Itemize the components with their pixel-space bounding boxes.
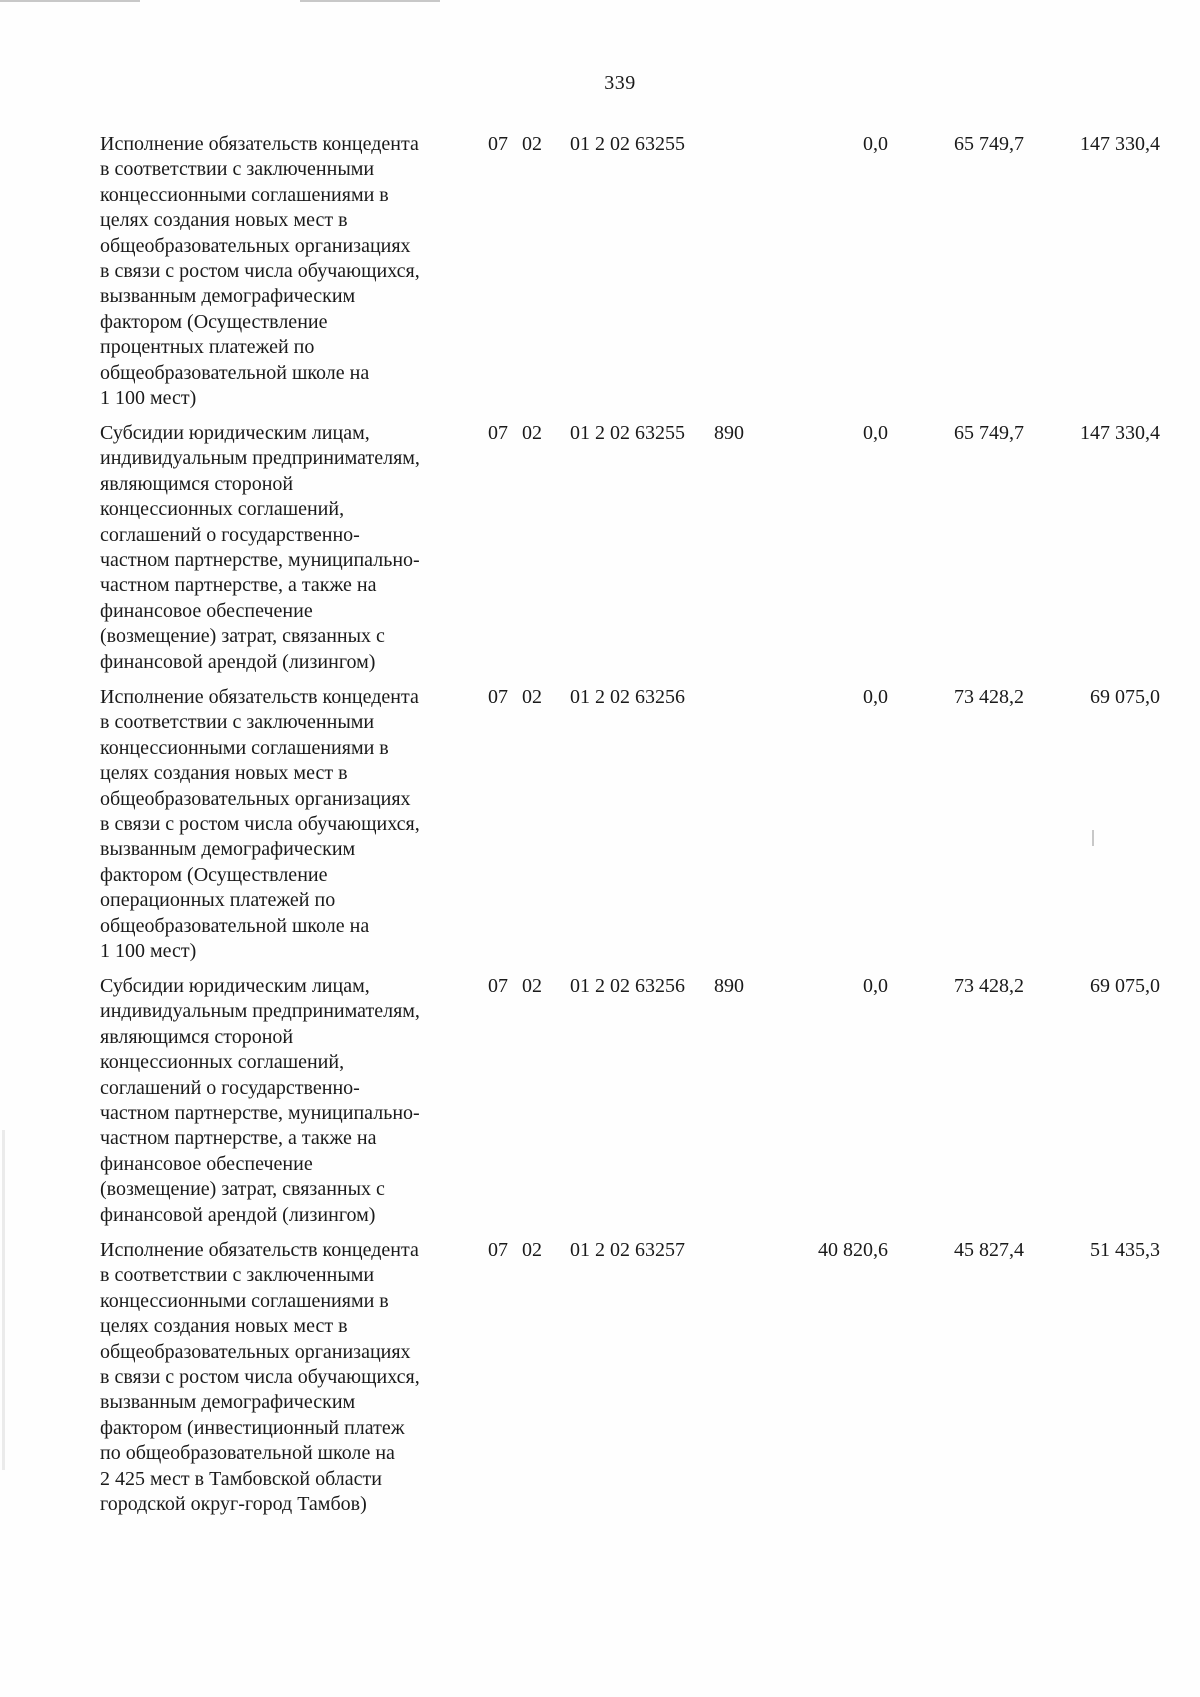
amount-year-2: 65 749,7 — [954, 133, 1024, 155]
amount-year-3: 69 075,0 — [1090, 975, 1160, 997]
target-article-code: 01 2 02 63256 — [570, 975, 685, 997]
row-description: Субсидии юридическим лицам, индивидуальным предпринимателям, являющимся стороной концессионных соглашений, соглашений о государственно- частном партнерстве, муниципально- частном партнерстве, а также на финансовое обеспечение (возмещение) затрат, связанных с финансовой арендой (лизингом) — [100, 422, 420, 673]
amount-year-1: 0,0 — [863, 133, 888, 155]
amount-year-2: 45 827,4 — [954, 1239, 1024, 1261]
target-article-code: 01 2 02 63255 — [570, 133, 685, 155]
scan-edge-artifact — [0, 0, 140, 2]
subsection-code: 02 — [522, 133, 542, 155]
row-description: Исполнение обязательств концедента в соответствии с заключенными концессионными соглашениями в целях создания новых мест в общеобразовательных организациях в связи с ростом числа обучающихся, вызванным демографическим фактором (Осуществление операционных платежей по общеобразовательной школе на 1 100 мест) — [100, 686, 420, 963]
amount-year-2: 73 428,2 — [954, 975, 1024, 997]
amount-year-2: 73 428,2 — [954, 686, 1024, 708]
section-code: 07 — [488, 133, 508, 155]
amount-year-1: 0,0 — [863, 422, 888, 444]
target-article-code: 01 2 02 63257 — [570, 1239, 685, 1261]
amount-year-3: 147 330,4 — [1080, 422, 1160, 444]
target-article-code: 01 2 02 63255 — [570, 422, 685, 444]
page-number: 339 — [604, 72, 636, 94]
section-code: 07 — [488, 1239, 508, 1261]
amount-year-3: 147 330,4 — [1080, 133, 1160, 155]
scan-edge-artifact — [300, 0, 440, 2]
section-code: 07 — [488, 686, 508, 708]
section-code: 07 — [488, 975, 508, 997]
row-description: Субсидии юридическим лицам, индивидуальным предпринимателям, являющимся стороной концессионных соглашений, соглашений о государственно- частном партнерстве, муниципально- частном партнерстве, а также на финансовое обеспечение (возмещение) затрат, связанных с финансовой арендой (лизингом) — [100, 975, 420, 1226]
section-code: 07 — [488, 422, 508, 444]
subsection-code: 02 — [522, 1239, 542, 1261]
row-description: Исполнение обязательств концедента в соответствии с заключенными концессионными соглашениями в целях создания новых мест в общеобразовательных организациях в связи с ростом числа обучающихся, вызванным демографическим фактором (Осуществление процентных платежей по общеобразовательной школе на 1 100 мест) — [100, 133, 420, 410]
amount-year-2: 65 749,7 — [954, 422, 1024, 444]
scan-edge-artifact — [2, 1130, 5, 1470]
scan-edge-artifact — [1092, 830, 1094, 846]
amount-year-3: 51 435,3 — [1090, 1239, 1160, 1261]
subsection-code: 02 — [522, 422, 542, 444]
amount-year-1: 0,0 — [863, 686, 888, 708]
row-description: Исполнение обязательств концедента в соответствии с заключенными концессионными соглашениями в целях создания новых мест в общеобразовательных организациях в связи с ростом числа обучающихся, вызванным демографическим фактором (инвестиционный платеж по общеобразовательной школе на 2 425 мест в Тамбовской области городской округ-город Тамбов) — [100, 1239, 420, 1516]
target-article-code: 01 2 02 63256 — [570, 686, 685, 708]
amount-year-3: 69 075,0 — [1090, 686, 1160, 708]
amount-year-1: 40 820,6 — [818, 1239, 888, 1261]
subsection-code: 02 — [522, 686, 542, 708]
subsection-code: 02 — [522, 975, 542, 997]
expense-type-code: 890 — [714, 422, 744, 444]
expense-type-code: 890 — [714, 975, 744, 997]
amount-year-1: 0,0 — [863, 975, 888, 997]
